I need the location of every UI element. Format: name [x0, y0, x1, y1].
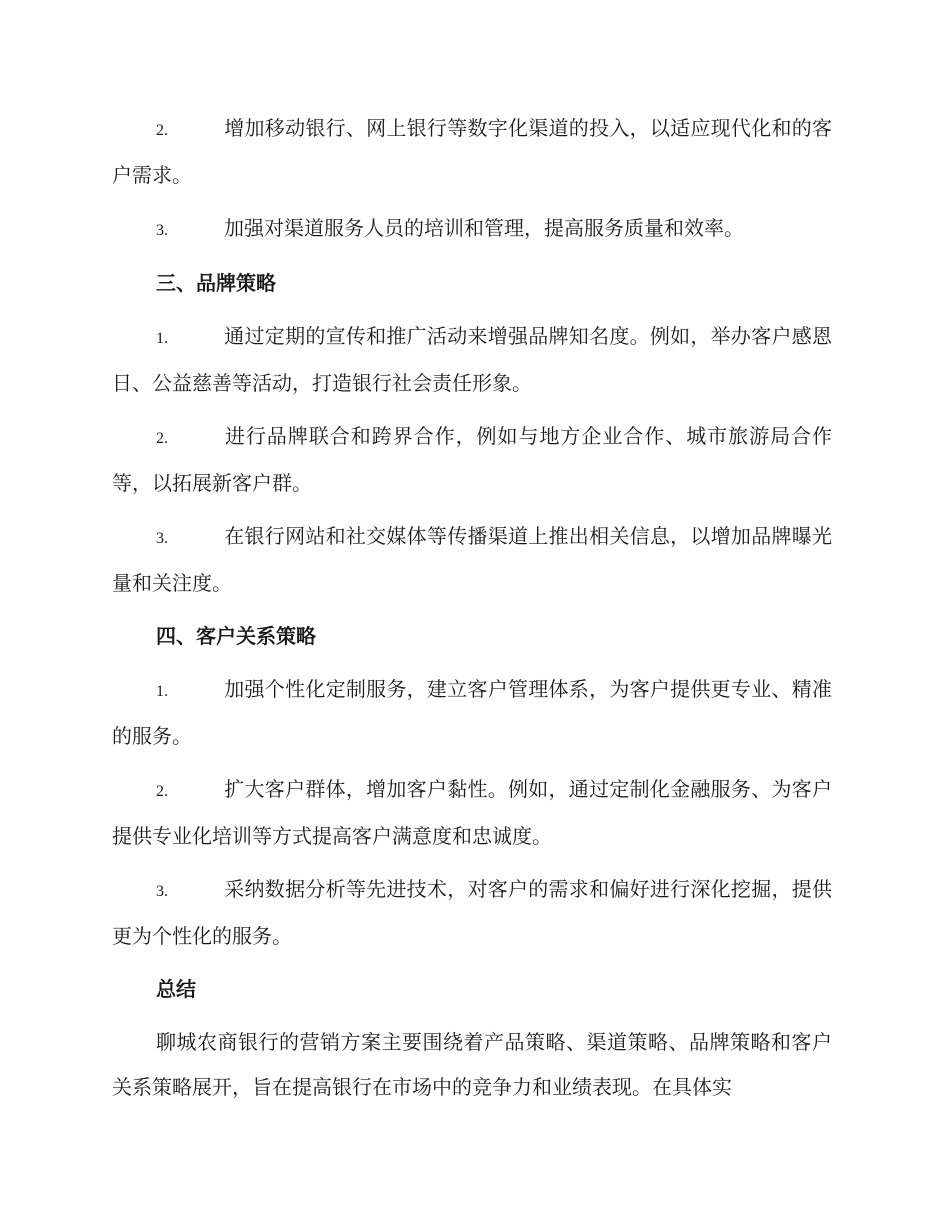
item-number: 1.	[156, 330, 168, 347]
list-item	[112, 206, 832, 253]
item-text: 加强对渠道服务人员的培训和管理，提高服务质量和效率。	[224, 216, 744, 240]
list-item	[112, 314, 832, 406]
section-heading-customer-relations: 四、客户关系策略	[156, 624, 316, 648]
item-text: 扩大客户群体，增加客户黏性。例如，通过定制化金融服务、为客户提供专业化培训等方式提高客户满意度和忠诚度。	[112, 777, 832, 848]
summary-paragraph: 聊城农商银行的营销方案主要围绕着产品策略、渠道策略、品牌策略和客户关系策略展开，旨在提高银行在市场中的竞争力和业绩表现。在具体实	[112, 1030, 832, 1099]
section-heading-brand-strategy: 三、品牌策略	[156, 271, 276, 295]
item-number: 3.	[156, 530, 168, 547]
document-page	[112, 106, 832, 1118]
item-text: 增加移动银行、网上银行等数字化渠道的投入，以适应现代化和的客户需求。	[112, 116, 832, 187]
item-text: 在银行网站和社交媒体等传播渠道上推出相关信息，以增加品牌曝光量和关注度。	[112, 524, 832, 595]
list-item	[112, 867, 832, 959]
item-number: 2.	[156, 783, 168, 800]
list-item	[112, 667, 832, 759]
item-number: 3.	[156, 222, 168, 239]
list-item	[112, 514, 832, 606]
item-text: 加强个性化定制服务，建立客户管理体系，为客户提供更专业、精准的服务。	[112, 677, 832, 748]
item-number: 2.	[156, 430, 168, 447]
item-text: 进行品牌联合和跨界合作，例如与地方企业合作、城市旅游局合作等，以拓展新客户群。	[112, 424, 832, 495]
list-item	[112, 106, 832, 198]
item-number: 2.	[156, 122, 168, 139]
item-text: 通过定期的宣传和推广活动来增强品牌知名度。例如，举办客户感恩日、公益慈善等活动，打造银行社会责任形象。	[112, 324, 832, 395]
item-number: 3.	[156, 883, 168, 900]
item-text: 采纳数据分析等先进技术，对客户的需求和偏好进行深化挖掘，提供更为个性化的服务。	[112, 877, 832, 948]
list-item	[112, 414, 832, 506]
item-number: 1.	[156, 683, 168, 700]
list-item	[112, 767, 832, 859]
summary-heading: 总结	[156, 977, 196, 1001]
